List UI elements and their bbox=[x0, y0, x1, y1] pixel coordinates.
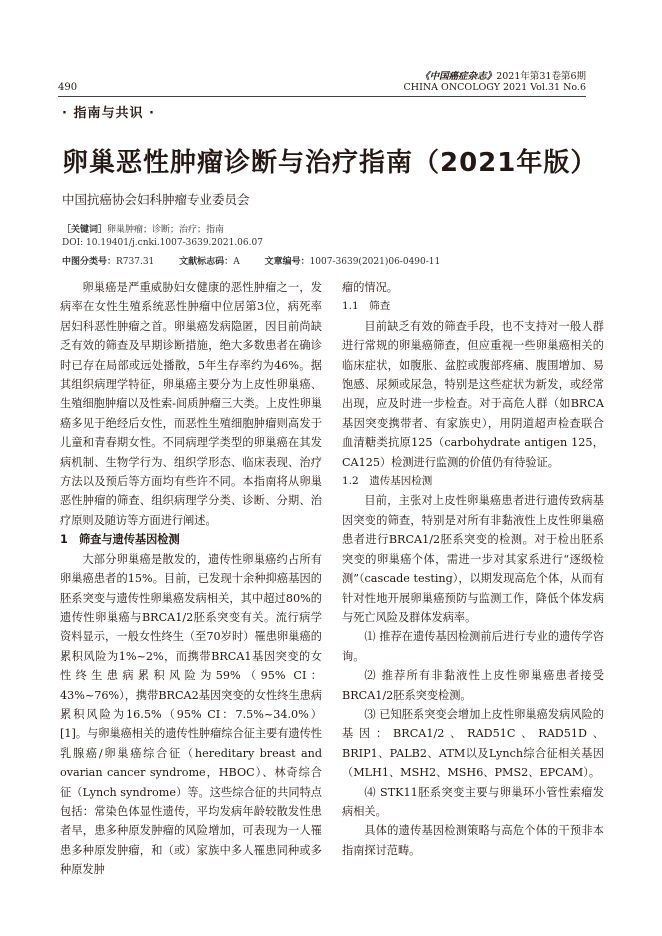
header-rule bbox=[58, 96, 586, 97]
paragraph-1-2: 目前，主张对上皮性卵巢癌患者进行遗传致病基因突变的筛查，特别是对所有非黏液性上皮性卵巢癌患者进行BRCA1/2胚系突变的检测。对于检出胚系突变的卵巢癌个体，需进一步对其家系进行“逐级检测”（cascade testing），以期发现高危个体，从而有针对性地开展卵巢癌预防与监测工作，降低个体发病与死亡风险及群体发病率。 bbox=[342, 494, 604, 624]
intro-paragraph: 卵巢癌是严重威胁妇女健康的恶性肿瘤之一，发病率在女性生殖系统恶性肿瘤中位居第3位，病死率居妇科恶性肿瘤之首。卵巢癌发病隐匿，因目前尚缺乏有效的筛查及早期诊断措施，绝大多数患者在确诊时已存在局部或远处播散，5年生存率约为46%。据其组织病理学特征，卵巢癌主要分为上皮性卵巢癌、生殖细胞肿瘤以及性索-间质肿瘤三大类。上皮性卵巢癌多见于绝经后女性，而恶性生殖细胞肿瘤则高发于儿童和青春期女性。不同病理学类型的卵巢癌在其发病机制、生物学行为、组织学形态、临床表现、治疗方法以及预后等方面均有些许不同。本指南将从卵巢恶性肿瘤的筛查、组织病理学分类、诊断、分期、治疗原则及随访等方面进行阐述。 bbox=[60, 281, 322, 527]
paragraph-end: 具体的遗传基因检测策略与高危个体的干预非本指南探讨范畴。 bbox=[342, 824, 604, 857]
list-item-3: ⑶ 已知胚系突变会增加上皮性卵巢癌发病风险的基因：BRCA1/2、RAD51C、RAD51D、BRIP1、PALB2、ATM以及Lynch综合征相关基因（MLH1、MSH2、MSH6、PMS2、EPCAM）。 bbox=[342, 707, 604, 780]
classification bbox=[62, 254, 440, 267]
article-value: 1007-3639(2021)06-0490-11 bbox=[309, 257, 441, 267]
list-item-4: ⑷ STK11胚系突变主要与卵巢环小管性索瘤发病相关。 bbox=[342, 785, 604, 818]
paragraph-screening: 大部分卵巢癌是散发的，遗传性卵巢癌约占所有卵巢癌患者的15%。目前，已发现十余种抑癌基因的胚系突变与遗传性卵巢癌发病相关，其中超过80%的遗传性卵巢癌与BRCA1/2胚系突变有关。流行病学资料显示，一般女性终生（至70岁时）罹患卵巢癌的累积风险为1%~2%，而携带BRCA1基因突变的女性终生患病累积风险为59%（95% CI：43%~76%），携带BRCA2基因突变的女性终生患病累积风险为16.5%（95% CI：7.5%~34.0%）[1]。与卵巢癌相关的遗传性肿瘤综合征主要有遗传性乳腺癌/卵巢癌综合征（hereditary breast and ovarian cancer syndrome，HBOC）、林奇综合征（Lynch syndrome）等。这些综合征的共同特点包括：常染色体显性遗传，平均发病年龄较散发性患者早，患多种原发肿瘤的风险增加，可表现为一人罹患多种原发肿瘤，和（或）家族中多人罹患同种或多种原发肿 bbox=[60, 552, 322, 877]
article-label: 文章编号： bbox=[264, 257, 310, 267]
keywords-text: 卵巢肿瘤；诊断；治疗；指南 bbox=[107, 225, 225, 235]
page-number: 490 bbox=[58, 82, 78, 93]
author: 中国抗癌协会妇科肿瘤专业委员会 bbox=[62, 192, 250, 207]
heading-screening: 1 筛查与遗传基因检测 bbox=[60, 533, 180, 547]
right-column bbox=[342, 278, 604, 860]
heading-1-2: 1.2 遗传基因检测 bbox=[342, 475, 433, 488]
clc-label: 中图分类号： bbox=[62, 257, 117, 267]
list-item-2: ⑵ 推荐所有非黏液性上皮性卵巢癌患者接受BRCA1/2胚系突变检测。 bbox=[342, 669, 604, 702]
journal-title: 《中国癌症杂志》2021年第31卷第6期 bbox=[420, 71, 586, 82]
paragraph-continued: 瘤的情况。 bbox=[342, 281, 398, 294]
keywords bbox=[62, 222, 224, 235]
doi: DOI: 10.19401/j.cnki.1007-3639.2021.06.07 bbox=[62, 238, 263, 248]
article-title: 卵巢恶性肿瘤诊断与治疗指南（2021年版） bbox=[62, 148, 598, 178]
heading-1-1: 1.1 筛查 bbox=[342, 300, 391, 313]
doccode-value: A bbox=[233, 257, 240, 267]
keywords-label: ［关键词］ bbox=[62, 225, 108, 235]
section-tag: · 指南与共识 · bbox=[62, 106, 155, 121]
clc-value: R737.31 bbox=[116, 257, 155, 267]
doccode-label: 文献标志码： bbox=[179, 257, 234, 267]
list-item-1: ⑴ 推荐在遗传基因检测前后进行专业的遗传学咨询。 bbox=[342, 630, 604, 663]
journal-english: CHINA ONCOLOGY 2021 Vol.31 No.6 bbox=[403, 82, 586, 93]
paragraph-1-1: 目前缺乏有效的筛查手段，也不支持对一般人群进行常规的卵巢癌筛查，但应重视一些卵巢癌相关的临床症状，如腹胀、盆腔或腹部疼痛、腹围增加、易饱感、尿频或尿急，特别是这些症状为新发，或经常出现，应及时进一步检查。对于高危人群（如BRCA基因突变携带者、有家族史），用阴道超声检查联合血清糖类抗原125（carbohydrate antigen 125，CA125）检测进行监测的价值仍有待验证。 bbox=[342, 319, 604, 469]
left-column bbox=[60, 278, 322, 880]
